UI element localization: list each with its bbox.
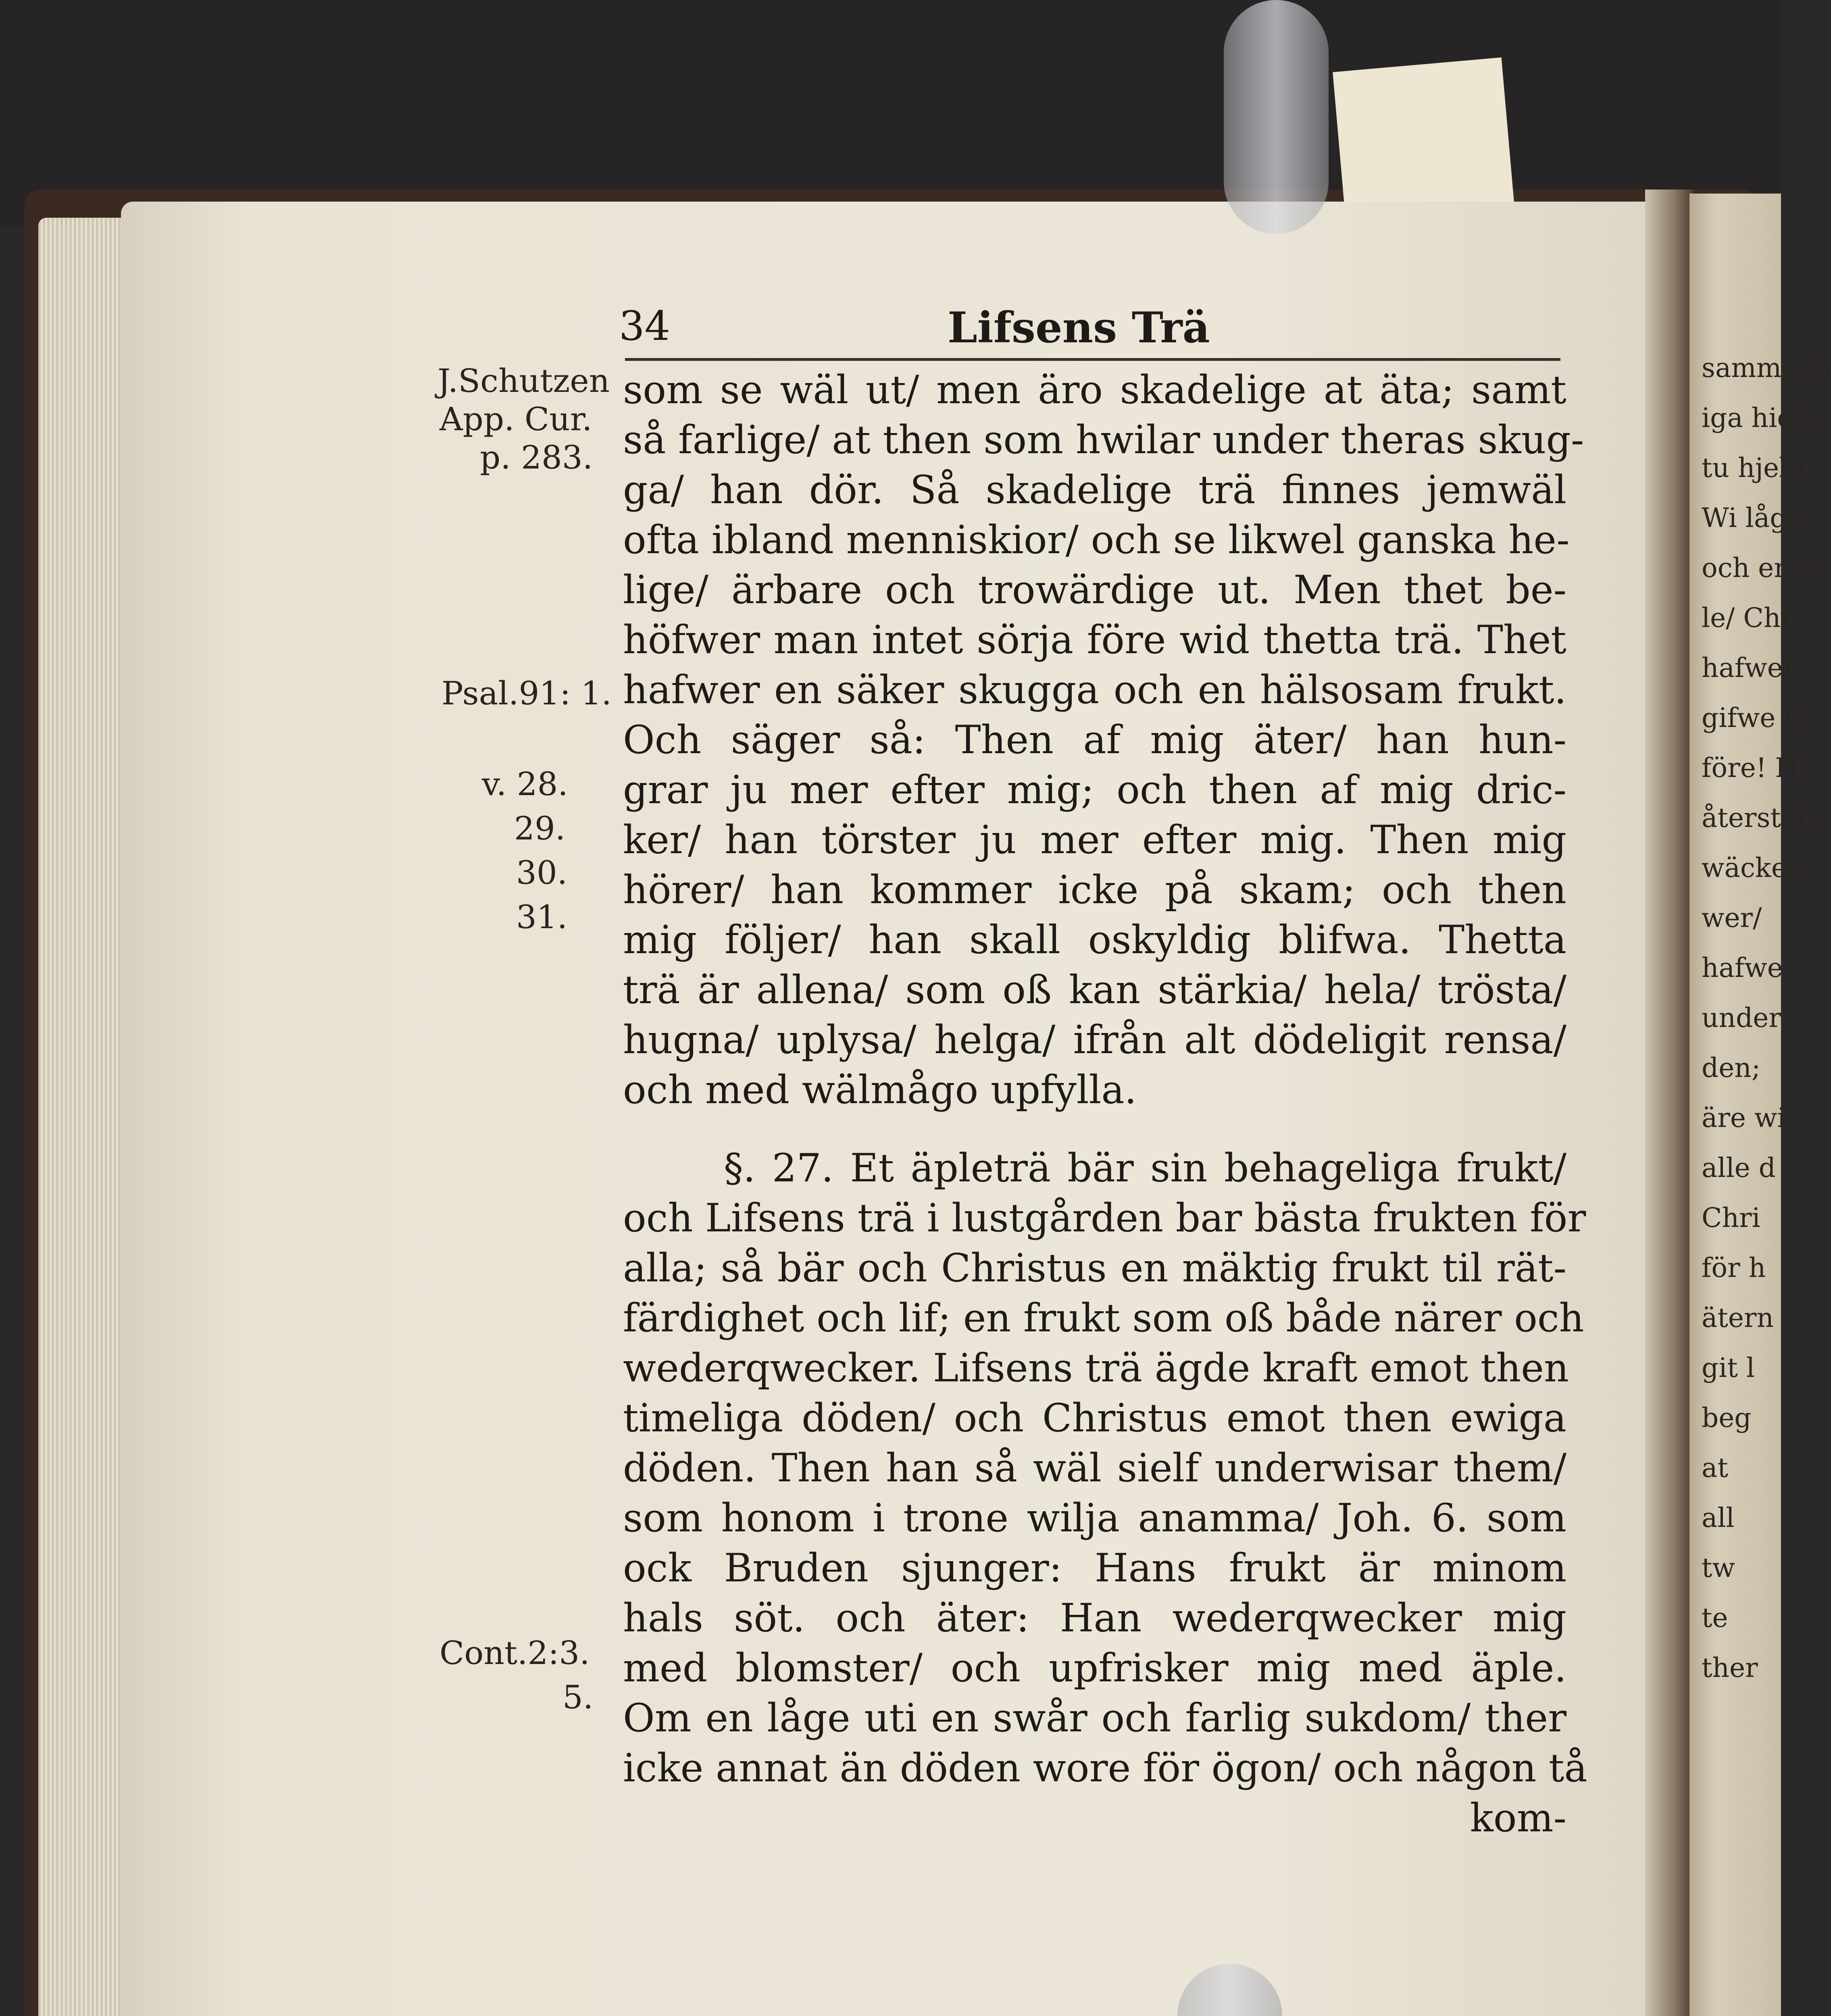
facing-page-fragment: Wi låge — [1702, 502, 1803, 533]
text-line: ofta ibland menniskior/ och se likwel ganska he- — [623, 517, 1570, 562]
facing-page-fragment: le/ Chr — [1702, 602, 1794, 633]
header-rule — [625, 358, 1560, 361]
catchword: kom- — [1470, 1795, 1566, 1841]
facing-page-fragment: återstån — [1702, 802, 1814, 833]
facing-page-fragment: iga hielp — [1702, 402, 1819, 433]
text-line: trä är allena/ som oß kan stärkia/ hela/ trösta/ — [623, 967, 1566, 1012]
page-number: 34 — [619, 302, 671, 350]
text-line: döden. Then han så wäl sielf underwisar them/ — [623, 1445, 1566, 1491]
facing-page-fragment: gifwe G — [1702, 702, 1806, 733]
top-clip — [1224, 0, 1329, 234]
text-line: Om en låge uti en swår och farlig sukdom/ ther — [623, 1695, 1566, 1741]
text-line: mig följer/ han skall oskyldig blifwa. Thetta — [623, 917, 1566, 962]
facing-page-fragment: samme m — [1702, 352, 1831, 383]
text-line: höfwer man intet sörja före wid thetta trä. Thet — [623, 617, 1566, 662]
margin-note: App. Cur. — [440, 400, 592, 438]
facing-page-fragment: före! H — [1702, 752, 1798, 783]
text-line: ga/ han dör. Så skadelige trä finnes jemwäl — [623, 467, 1566, 512]
text-line: icke annat än döden wore för ögon/ och någon tå — [623, 1745, 1587, 1791]
text-line: hörer/ han kommer icke på skam; och then — [623, 867, 1566, 912]
margin-note: 29. — [514, 810, 566, 847]
facing-page-fragment: te — [1702, 1602, 1728, 1633]
facing-page-fragment: äre wi — [1702, 1102, 1786, 1133]
text-line: hugna/ uplysa/ helga/ ifrån alt dödeligit rensa/ — [623, 1017, 1566, 1062]
text-line: och med wälmågo upfylla. — [623, 1067, 1137, 1112]
facing-page-fragment: wer/ — [1702, 902, 1762, 933]
facing-page-fragment: beg — [1702, 1402, 1752, 1433]
margin-note: v. 28. — [482, 765, 568, 803]
paper-tab — [1333, 57, 1514, 217]
text-line: §. 27. Et äpleträ bär sin behageliga frukt/ — [724, 1145, 1566, 1191]
text-line: med blomster/ och upfrisker mig med äple. — [623, 1645, 1566, 1691]
text-line: ock Bruden sjunger: Hans frukt är minom — [623, 1545, 1566, 1591]
text-line: som se wäl ut/ men äro skadelige at äta; samt — [623, 367, 1566, 412]
text-line: timeliga döden/ och Christus emot then ewiga — [623, 1395, 1566, 1441]
facing-page-fragment: ther — [1702, 1652, 1758, 1683]
margin-note: J.Schutzen — [437, 362, 610, 400]
margin-note: 30. — [516, 854, 568, 891]
facing-page-fragment: at — [1702, 1452, 1728, 1483]
text-line: hafwer en säker skugga och en hälsosam frukt. — [623, 667, 1566, 712]
text-line: och Lifsens trä i lustgården bar bästa frukten för — [623, 1195, 1586, 1241]
facing-page-fragment: tu hjelp — [1702, 452, 1805, 483]
text-line: som honom i trone wilja anamma/ Joh. 6. som — [623, 1495, 1566, 1541]
text-line: grar ju mer efter mig; och then af mig dric- — [623, 767, 1566, 812]
text-line: så farlige/ at then som hwilar under theras skug- — [623, 417, 1584, 462]
facing-page-fragment: under — [1702, 1002, 1781, 1033]
facing-page-fragment: för h — [1702, 1252, 1766, 1283]
margin-note: Psal.91: 1. — [442, 675, 612, 712]
margin-note: p. 283. — [480, 439, 593, 476]
page-header — [619, 294, 1566, 355]
running-head: Lifsens Trä — [948, 302, 1210, 352]
margin-note: 31. — [516, 898, 568, 936]
facing-page-fragment: den; — [1702, 1052, 1761, 1083]
facing-page-fragment: hafwer — [1702, 652, 1796, 683]
facing-page-fragment: wäcker — [1702, 852, 1800, 883]
facing-page-fragment: tw — [1702, 1552, 1735, 1583]
facing-page-fragment: och en w — [1702, 552, 1823, 583]
text-line: wederqwecker. Lifsens trä ägde kraft emot then — [623, 1345, 1569, 1391]
text-line: hals söt. och äter: Han wederqwecker mig — [623, 1595, 1566, 1641]
text-line: ker/ han törster ju mer efter mig. Then mig — [623, 817, 1566, 862]
facing-page-fragment: hafwe — [1702, 952, 1783, 983]
book-gutter — [1645, 190, 1694, 2016]
facing-page-fragment: git l — [1702, 1352, 1755, 1383]
facing-page — [1689, 194, 1831, 2016]
text-line: lige/ ärbare och trowärdige ut. Men thet be- — [623, 567, 1566, 612]
facing-page-fragment: alle d — [1702, 1152, 1776, 1183]
margin-note: Cont.2:3. — [440, 1634, 590, 1672]
text-line: färdighet och lif; en frukt som oß både närer och — [623, 1295, 1584, 1341]
text-line: alla; så bär och Christus en mäktig frukt til rät- — [623, 1245, 1566, 1291]
facing-page-fragment: Chri — [1702, 1202, 1760, 1233]
facing-page-fragment: all — [1702, 1502, 1735, 1533]
text-line: Och säger så: Then af mig äter/ han hun- — [623, 717, 1566, 762]
facing-page-fragment: ätern — [1702, 1302, 1774, 1333]
margin-note: 5. — [562, 1679, 594, 1716]
